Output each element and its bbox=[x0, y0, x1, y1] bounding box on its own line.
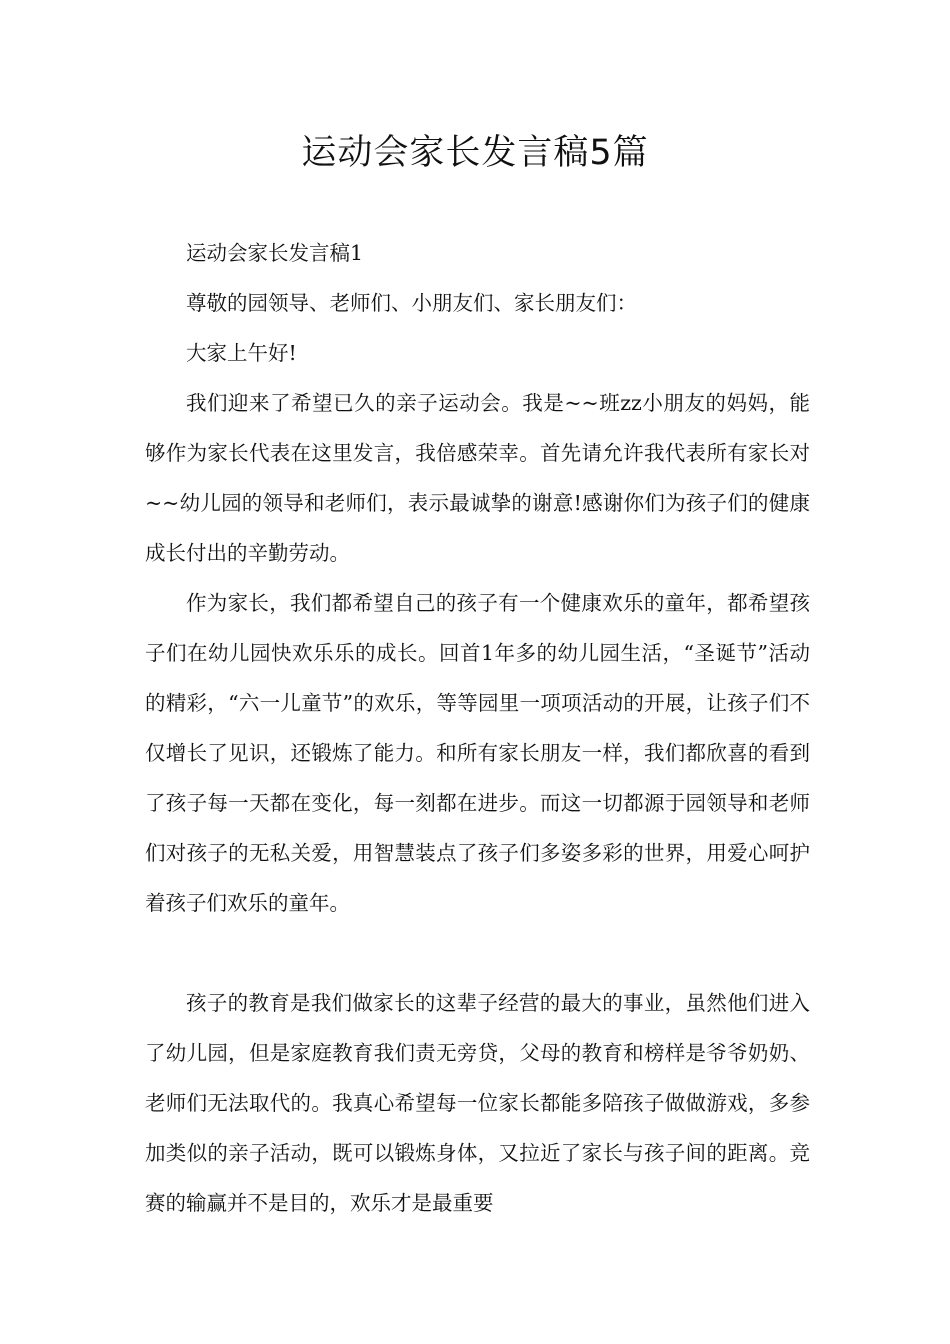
body-paragraph: 作为家长，我们都希望自己的孩子有一个健康欢乐的童年，都希望孩子们在幼儿园快欢乐乐的成长。回首1年多的幼儿园生活，“圣诞节”活动的精彩，“六一儿童节”的欢乐，等等园里一项项活动的开展，让孩子们不仅增长了见识，还锻炼了能力。和所有家长朋友一样，我们都欣喜的看到了孩子每一天都在变化，每一刻都在进步。而这一切都源于园领导和老师们对孩子的无私关爱，用智慧装点了孩子们多姿多彩的世界，用爱心呵护着孩子们欢乐的童年。 bbox=[145, 591, 810, 915]
section-heading: 运动会家长发言稿1 bbox=[186, 241, 364, 265]
greeting: 大家上午好! bbox=[186, 341, 297, 365]
salutation: 尊敬的园领导、老师们、小朋友们、家长朋友们： bbox=[186, 291, 637, 315]
document-body bbox=[145, 228, 810, 1228]
document-title: 运动会家长发言稿5篇 bbox=[301, 133, 649, 173]
body-paragraph: 我们迎来了希望已久的亲子运动会。我是~~班zz小朋友的妈妈，能够作为家长代表在这里发言，我倍感荣幸。首先请允许我代表所有家长对~~幼儿园的领导和老师们，表示最诚挚的谢意!感谢你们为孩子们的健康成长付出的辛勤劳动。 bbox=[145, 391, 810, 565]
body-paragraph: 孩子的教育是我们做家长的这辈子经营的最大的事业，虽然他们进入了幼儿园，但是家庭教育我们责无旁贷，父母的教育和榜样是爷爷奶奶、老师们无法取代的。我真心希望每一位家长都能多陪孩子做做游戏，多参加类似的亲子活动，既可以锻炼身体，又拉近了家长与孩子间的距离。竞赛的输赢并不是目的，欢乐才是最重要 bbox=[145, 991, 810, 1215]
